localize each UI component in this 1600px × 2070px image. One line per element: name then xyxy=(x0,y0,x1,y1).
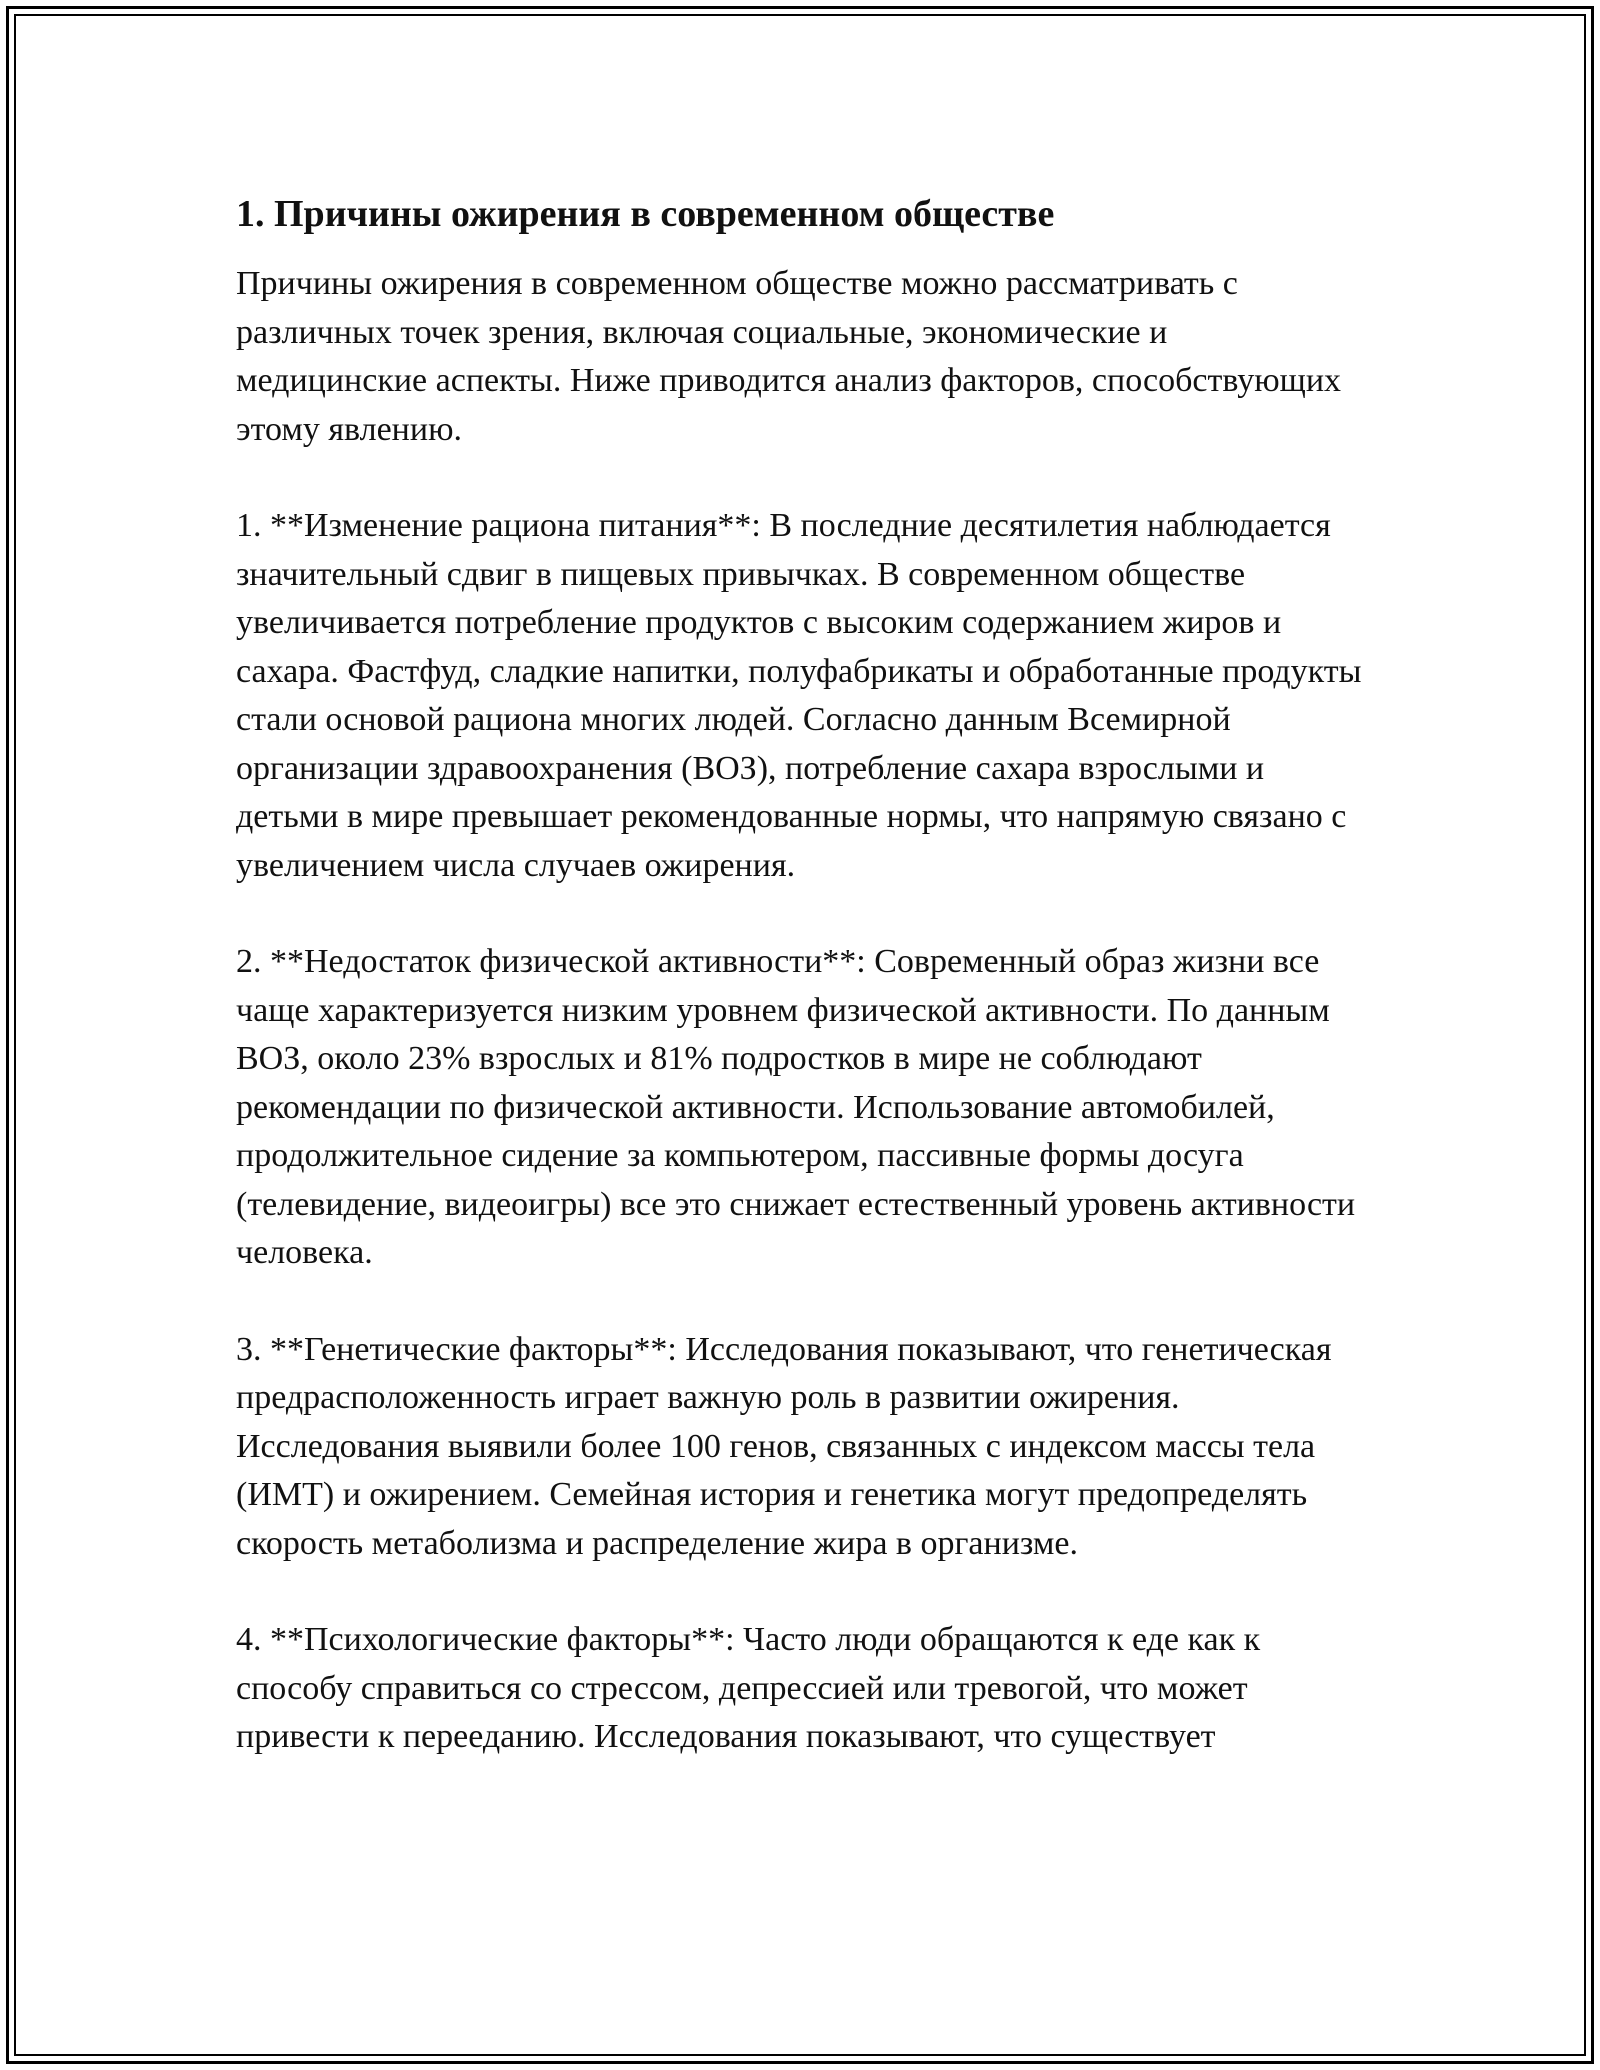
paragraph-diet: 1. **Изменение рациона питания**: В последние десятилетия наблюдается значительный сдвиг в пищевых привычках. В современном обществе увеличивается потребление продуктов с высоким содержанием жиров и сахара. Фастфуд, сладкие напитки, полуфабрикаты и обработанные продукты стали основой рациона многих людей. Согласно данным Всемирной организации здравоохранения (ВОЗ), потребление сахара взрослыми и детьми в мире превышает рекомендованные нормы, что напрямую связано с увеличением числа случаев ожирения. xyxy=(236,507,1362,884)
paragraph-genetics: 3. **Генетические факторы**: Исследования показывают, что генетическая предрасположенность играет важную роль в развитии ожирения. Исследования выявили более 100 генов, связанных с индексом массы тела (ИМТ) и ожирением. Семейная история и генетика могут предопределять скорость метаболизма и распределение жира в организме. xyxy=(236,1330,1332,1562)
paragraph-physical-activity: 2. **Недостаток физической активности**: Современный образ жизни все чаще характеризуется низким уровнем физической активности. По данным ВОЗ, около 23% взрослых и 81% подростков в мире не соблюдают рекомендации по физической активности. Использование автомобилей, продолжительное сидение за компьютером, пассивные формы досуга (телевидение, видеоигры) все это снижает естественный уровень активности человека. xyxy=(236,943,1356,1271)
intro-paragraph: Причины ожирения в современном обществе можно рассматривать с различных точек зрения, включая социальные, экономические и медицинские аспекты. Ниже приводится анализ факторов, способствующих этому явлению. xyxy=(236,265,1342,448)
section-heading: 1. Причины ожирения в современном обществе xyxy=(236,193,1055,235)
document-body xyxy=(236,190,1366,1810)
paragraph-psychology: 4. **Психологические факторы**: Часто люди обращаются к еде как к способу справиться со стрессом, депрессией или тревогой, что может привести к перееданию. Исследования показывают, что существует xyxy=(236,1621,1261,1755)
